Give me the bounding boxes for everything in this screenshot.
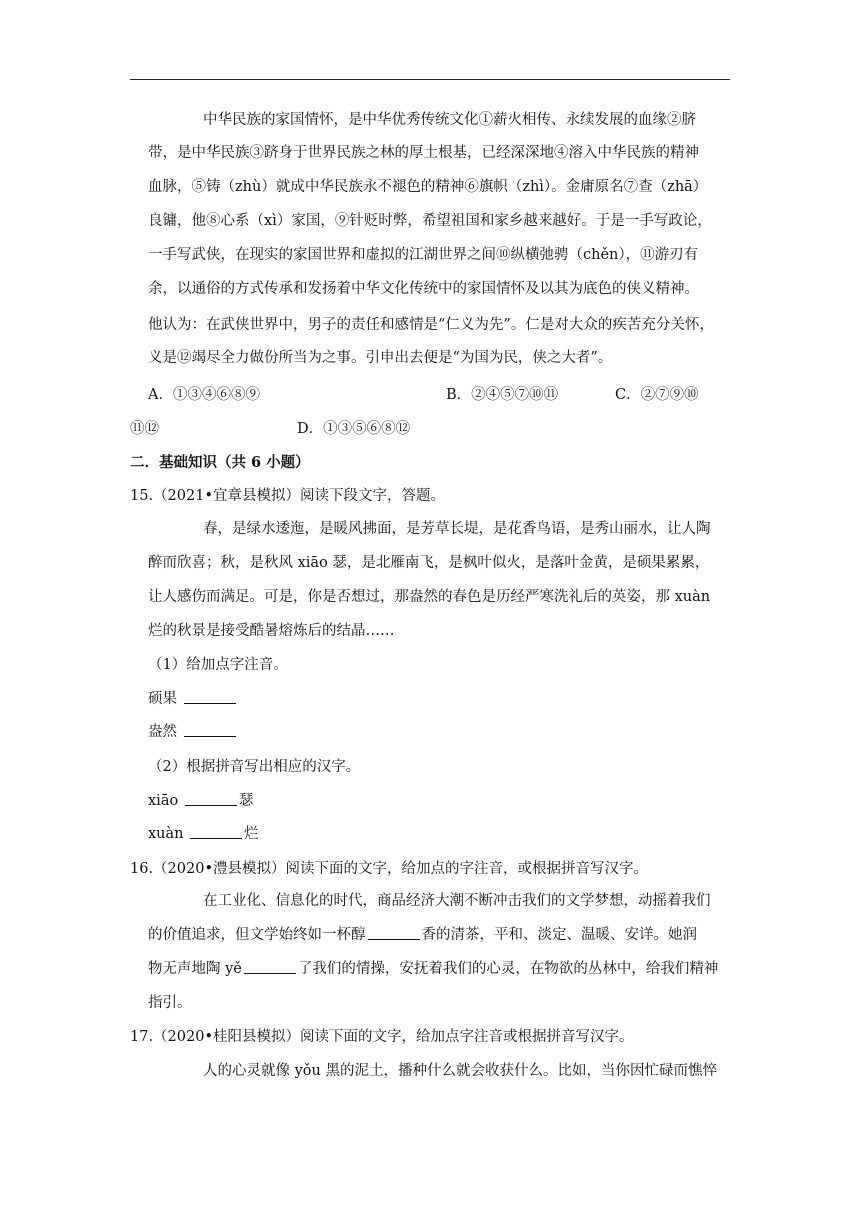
q15-item-3 xyxy=(148,789,253,810)
answer-blank[interactable] xyxy=(185,804,237,806)
q16-passage-line: 在工业化、信息化的时代，商品经济大潮不断冲击我们的文学梦想，动摇着我们 xyxy=(203,893,711,909)
question-17-stem: 17.（2020•桂阳县模拟）阅读下面的文字，给加点字注音或根据拼音写汉字。 xyxy=(130,1029,634,1045)
text-segment: 的价值追求，但文学始终如一杯醇 xyxy=(148,927,366,943)
item-suffix: 瑟 xyxy=(238,793,254,809)
passage-line: 他认为：在武侠世界中，男子的责任和感情是“仁义为先”。仁是对大众的疾苦充分关怀， xyxy=(148,317,714,333)
passage-line: 一手写武侠，在现实的家国世界和虚拟的江湖世界之间⑩纵横弛骋（chěn），⑪游刃有 xyxy=(148,247,699,263)
item-word: 硕果 xyxy=(148,691,177,707)
q17-passage-line: 人的心灵就像 yǒu 黑的泥土，播种什么就会收获什么。比如，当你因忙碌而憔悴 xyxy=(203,1063,717,1079)
passage-line: 良镛，他⑧心系（xì）家国，⑨针贬时弊，希望祖国和家乡越来越好。于是一手写政论， xyxy=(148,213,712,229)
option-c[interactable]: C．②⑦⑨⑩ xyxy=(615,387,699,403)
option-a[interactable]: A．①③④⑥⑧⑨ xyxy=(148,387,260,403)
option-b[interactable]: B．②④⑤⑦⑩⑪ xyxy=(446,387,559,403)
passage-line: 血脉，⑤铸（zhù）就成中华民族永不褪色的精神⑥旗帜（zhì）。金庸原名⑦查（zhā） xyxy=(148,179,708,195)
answer-blank[interactable] xyxy=(368,938,420,940)
item-suffix: 烂 xyxy=(244,826,259,842)
q15-item-2 xyxy=(148,720,238,741)
q15-passage-line: 春，是绿水逶迤，是暖风拂面，是芳草长堤，是花香鸟语，是秀山丽水，让人陶 xyxy=(203,521,711,537)
header-rule xyxy=(130,79,730,80)
answer-blank[interactable] xyxy=(244,972,296,974)
pinyin: xuàn xyxy=(148,826,184,842)
q15-passage-line: 醉而欣喜；秋，是秋风 xiāo 瑟，是北雁南飞，是枫叶似火，是落叶金黄，是硕果累累， xyxy=(148,555,710,571)
section-heading: 二．基础知识（共 6 小题） xyxy=(130,454,310,471)
pinyin: xiāo xyxy=(148,793,179,809)
option-d[interactable]: D．①③⑤⑥⑧⑫ xyxy=(297,421,411,437)
passage-line: 带，是中华民族③跻身于世界民族之林的厚土根基，已经深深地④溶入中华民族的精神 xyxy=(148,145,699,161)
answer-blank[interactable] xyxy=(190,837,242,839)
q16-passage-line xyxy=(148,957,718,978)
item-word: 盎然 xyxy=(148,724,177,740)
q15-item-1 xyxy=(148,687,238,708)
q15-subquestion-1: （1）给加点字注音。 xyxy=(148,657,288,673)
option-c-continued: ⑪⑫ xyxy=(130,421,159,437)
passage-line: 义是⑫竭尽全力做份所当为之事。引申出去便是“为国为民，侠之大者”。 xyxy=(148,350,613,366)
q15-subquestion-2: （2）根据拼音写出相应的汉字。 xyxy=(148,759,361,775)
answer-blank[interactable] xyxy=(184,702,236,704)
q16-passage-line: 指引。 xyxy=(148,995,192,1011)
q15-item-4 xyxy=(148,822,259,843)
text-segment: 物无声地陶 yě xyxy=(148,961,242,977)
q16-passage-line xyxy=(148,923,697,944)
passage-line: 余，以通俗的方式传承和发扬着中华文化传统中的家国情怀及以其为底色的侠义精神。 xyxy=(148,281,699,297)
passage-line: 中华民族的家国情怀，是中华优秀传统文化①薪火相传、永续发展的血缘②脐 xyxy=(203,112,696,128)
text-segment: 了我们的情操，安抚着我们的心灵，在物欲的丛林中，给我们精神 xyxy=(297,961,719,977)
text-segment: 香的清茶，平和、淡定、温暖、安详。她润 xyxy=(421,927,697,943)
q15-passage-line: 烂的秋景是接受酷暑熔炼后的结晶…… xyxy=(148,623,395,639)
question-15-stem: 15.（2021•宜章县模拟）阅读下段文字，答题。 xyxy=(130,488,446,504)
answer-blank[interactable] xyxy=(184,735,236,737)
q15-passage-line: 让人感伤而满足。可是，你是否想过，那盎然的春色是历经严寒洗礼后的英姿，那 xuàn xyxy=(148,589,711,605)
question-16-stem: 16.（2020•澧县模拟）阅读下面的文字，给加点的字注音，或根据拼音写汉字。 xyxy=(130,861,649,877)
